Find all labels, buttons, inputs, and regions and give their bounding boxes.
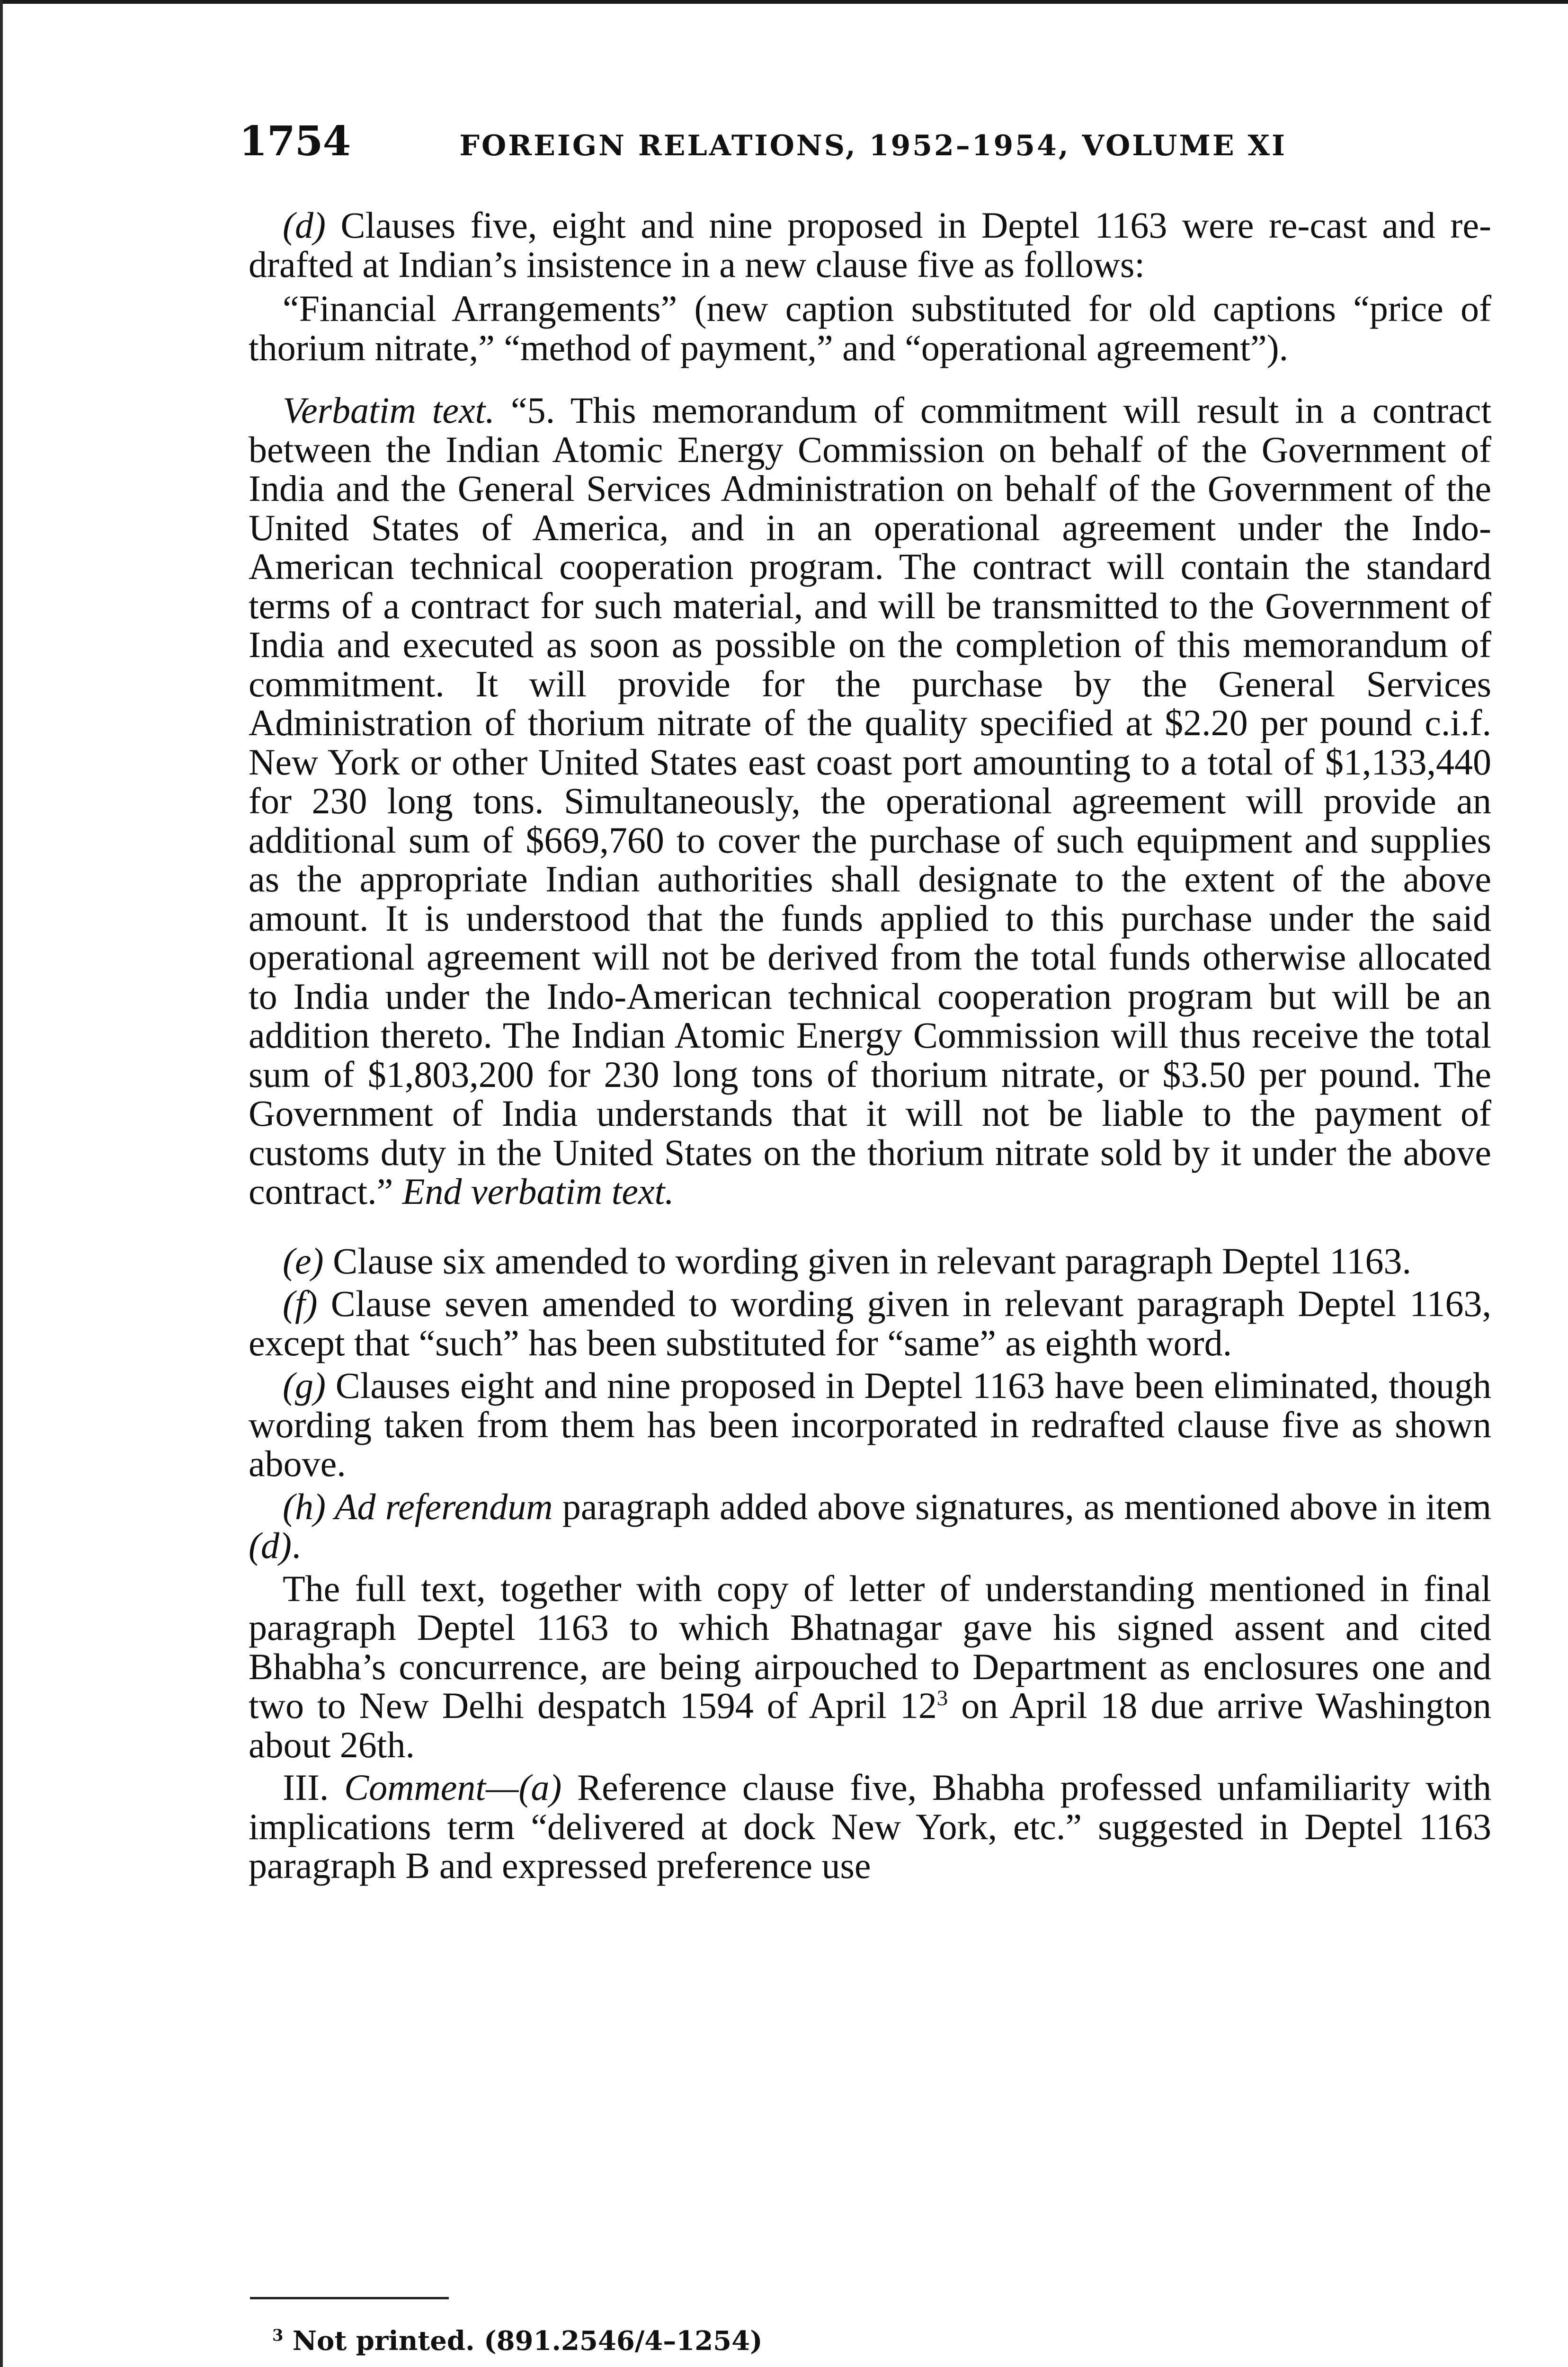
item-label-g: (g)	[283, 1365, 326, 1406]
comment-label: Comment—	[329, 1767, 519, 1808]
paragraph-comment	[249, 1768, 1491, 1886]
comment-item-a: (a)	[518, 1767, 562, 1808]
paragraph-f	[249, 1284, 1491, 1362]
body-text	[249, 206, 1491, 1886]
full-text-part-b: on April 18 due arrive Washington about 26th.	[249, 1685, 1491, 1765]
page-header	[239, 117, 1494, 169]
item-label-d: (d)	[283, 205, 326, 246]
paragraph-e	[249, 1242, 1491, 1281]
paragraph-d	[249, 206, 1491, 284]
scan-edge-left	[0, 0, 3, 2367]
paragraph-full-text	[249, 1569, 1491, 1765]
verbatim-label: Verbatim text.	[283, 390, 495, 431]
paragraph-g-text: Clauses eight and nine proposed in Deptel 1163 have been eliminated, though wording taken from them has been incorporated in redrafted clause five as shown above.	[249, 1365, 1491, 1484]
running-head: FOREIGN RELATIONS, 1952–1954, VOLUME XI	[459, 129, 1287, 162]
paragraph-e-text: Clause six amended to wording given in relevant paragraph Deptel 1163.	[323, 1240, 1412, 1281]
item-label-h: (h)	[283, 1486, 326, 1527]
verbatim-text: “5. This memorandum of commitment will result in a contract between the Indian Atomic Energy Commission on behalf of the Government of India and the General Services Administration on behalf of the Government of the United States of America, and in an operational agreement under the Indo-American technical cooperation program. The contract will contain the standard terms of a contract for such material, and will be transmitted to the Government of India and executed as soon as possible on the completion of this memorandum of commitment. It will provide for the purchase by the General Services Administration of thorium nitrate of the quality specified at $2.20 per pound c.i.f. New York or other United States east coast port amounting to a total of $1,133,440 for 230 long tons. Simultaneously, the operational agreement will provide an additional sum of $669,760 to cover the purchase of such equipment and supplies as the appropriate Indian authorities shall designate to the extent of the above amount. It is understood that the funds applied to this purchase under the said operational agreement will not be derived from the total funds otherwise allocated to India under the Indo-American technical cooperation program but will be an addition thereto. The Indian Atomic Energy Commission will thus receive the total sum of $1,803,200 for 230 long tons of thorium nitrate, or $3.50 per pound. The Government of India understands that it will not be liable to the payment of customs duty in the United States on the thorium nitrate sold by it under the above contract.”	[249, 390, 1492, 1212]
item-label-e: (e)	[283, 1240, 324, 1281]
paragraph-h-text: paragraph added above signatures, as mentioned above in item	[552, 1486, 1491, 1527]
verbatim-end: End verbatim text.	[393, 1171, 674, 1212]
paragraph-h	[249, 1487, 1491, 1566]
full-text-part-a: The full text, together with copy of letter of understanding mentioned in final paragraph Deptel 1163 to which Bhatnagar gave his signed assent and cited Bhabha’s concurrence, are being airpouched to Department as enclosures one and two to New Delhi despatch 1594 of April 12	[249, 1567, 1491, 1726]
paragraph-g	[249, 1366, 1491, 1484]
footnote-ref: 3	[936, 1686, 948, 1710]
item-ref-d: (d)	[249, 1525, 292, 1566]
footnote	[272, 2324, 1077, 2358]
ad-referendum: Ad referendum	[325, 1486, 553, 1527]
scan-edge-top	[0, 0, 1568, 4]
footnote-number: 3	[272, 2325, 284, 2345]
paragraph-f-text: Clause seven amended to wording given in relevant paragraph Deptel 1163, except that “such” has been substituted for “same” as eighth word.	[249, 1283, 1491, 1363]
item-label-f: (f)	[283, 1283, 318, 1324]
paragraph-financial-arrangements	[249, 289, 1491, 367]
footnote-divider	[250, 2297, 449, 2299]
section-number: III.	[283, 1767, 329, 1808]
page-number: 1754	[239, 117, 351, 165]
paragraph-d-text: Clauses five, eight and nine proposed in Deptel 1163 were re-cast and re-drafted at Indian’s insistence in a new clause five as follows:	[249, 205, 1491, 285]
footnote-text: Not printed. (891.2546/4–1254)	[283, 2325, 763, 2357]
paragraph-verbatim	[249, 391, 1491, 1211]
paragraph-h-end: .	[291, 1525, 301, 1566]
financial-arrangements-text: “Financial Arrangements” (new caption substituted for old captions “price of thorium nitrate,” “method of payment,” and “operational agreement”).	[249, 288, 1491, 368]
comment-text: Reference clause five, Bhabha professed unfamiliarity with implications term “delivered at dock New York, etc.” suggested in Deptel 1163 paragraph B and expressed preference use	[249, 1767, 1491, 1886]
